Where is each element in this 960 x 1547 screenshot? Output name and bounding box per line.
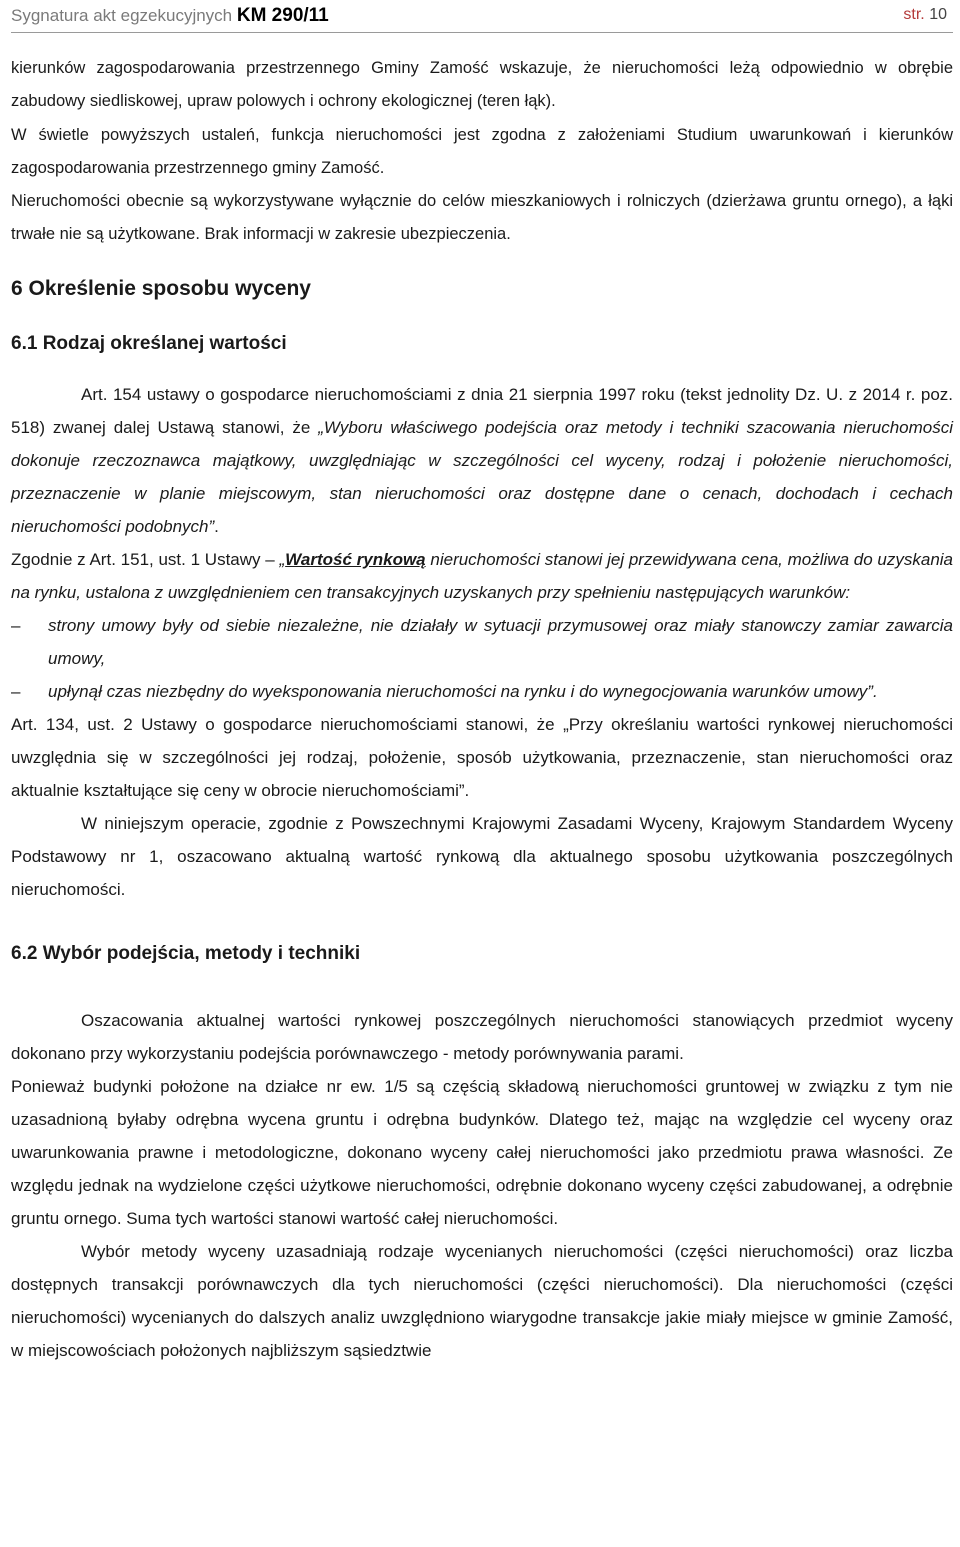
dash-bullet: – [11, 615, 21, 635]
dash-bullet: – [11, 681, 21, 701]
art-151-intro: Zgodnie z Art. 151, ust. 1 Ustawy – [11, 549, 280, 569]
section-heading-6: 6 Określenie sposobu wyceny [11, 276, 311, 300]
paragraph-current-use: Nieruchomości obecnie są wykorzystywane wyłącznie do celów mieszkaniowych i rolniczych (dzierżawa gruntu ornego), a łąki trwałe nie są użytkowane. Brak informacji w zakresie ubezpieczenia. [11, 192, 953, 244]
section-heading-6-2: 6.2 Wybór podejścia, metody i techniki [11, 942, 361, 964]
paragraph-study-compliance: W świetle powyższych ustaleń, funkcja nieruchomości jest zgodna z założeniami Studium uwarunkowań i kierunków zagospodarowania przestrzennego gminy Zamość. [11, 125, 953, 177]
art-151-open-quote: „ [279, 549, 286, 569]
header-label: Sygnatura akt egzekucyjnych [11, 6, 233, 25]
page-label: str. [903, 6, 925, 23]
paragraph-land-use: kierunków zagospodarowania przestrzennego Gminy Zamość wskazuje, że nieruchomości leżą odpowiednio w obrębie zabudowy siedliskowej, upraw polowych i ochrony ekologicznej (teren łąk). [11, 59, 953, 111]
art-154-intro: Art. 154 ustawy o gospodarce nieruchomościami z dnia 21 sierpnia 1997 roku (tekst jednolity Dz. U. z 2014 r. poz. 518) zwanej dalej Ustawą stanowi, że [11, 384, 953, 437]
paragraph-approach: Oszacowania aktualnej wartości rynkowej poszczególnych nieruchomości stanowiących przedmiot wyceny dokonano przy wykorzystaniu podejścia porównawczego - metody porównywania parami. [11, 1010, 953, 1063]
paragraph-art-134: Art. 134, ust. 2 Ustawy o gospodarce nieruchomościami stanowi, że „Przy określaniu wartości rynkowej nieruchomości uwzględnia się w szczególności jej rodzaj, położenie, sposób użytkowania, przeznaczenie, stan nieruchomości oraz aktualnie kształtujące się ceny w obrocie nieruchomościami”. [11, 714, 953, 800]
page-number: 10 [929, 6, 947, 23]
header-title [11, 5, 329, 27]
section-heading-6-1: 6.1 Rodzaj określanej wartości [11, 332, 287, 354]
paragraph-method-choice: Wybór metody wyceny uzasadniają rodzaje wycenianych nieruchomości (części nieruchomości) oraz liczba dostępnych transakcji porównawczych dla tych nieruchomości (części nieruchomości). Dla nieruchomości (części nieruchomości) wycenianych do dalszych analiz uwzględniono wiarygodne transakcje jakie miały miejsce w gminie Zamość, w miejscowościach położonych najbliższym sąsiedztwie [11, 1241, 953, 1360]
art-151-quote: nieruchomości stanowi jej przewidywana cena, możliwa do uzyskania na rynku, ustalona z uwzględnieniem cen transakcyjnych uzyskanych przy spełnieniu następujących warunków: [11, 549, 954, 602]
paragraph-buildings: Ponieważ budynki położone na działce nr ew. 1/5 są częścią składową nieruchomości gruntowej w związku z tym nie uzasadnioną byłaby odrębna wycena gruntu i odrębna budynków. Dlatego też, mając na względzie cel wyceny oraz uwarunkowania prawne i metodologiczne, dokonano wyceny całej nieruchomości jako przedmiotu prawa własności. Ze względu jednak na wydzielone części użytkowe nieruchomości, odrębnie dokonano wyceny części zabudowanej, a odrębnie gruntu ornego. Suma tych wartości stanowi wartość całej nieruchomości. [11, 1076, 953, 1228]
document-body [11, 52, 953, 1367]
page-header [11, 2, 953, 33]
art-151-term: Wartość rynkową [285, 549, 426, 569]
paragraph-valuation-standards: W niniejszym operacie, zgodnie z Powszechnymi Krajowymi Zasadami Wyceny, Krajowym Standardem Wyceny Podstawowy nr 1, oszacowano aktualną wartość rynkową dla aktualnego sposobu użytkowania poszczególnych nieruchomości. [11, 813, 953, 899]
paragraph-art-154 [11, 378, 953, 543]
list-item: – upłynął czas niezbędny do wyeksponowania nieruchomości na rynku i do wynegocjowania warunków umowy”. [11, 675, 953, 708]
conditions-list [11, 609, 953, 708]
art-154-end: . [214, 516, 219, 536]
paragraph-art-151 [11, 543, 953, 609]
art-154-quote: „Wyboru właściwego podejścia oraz metody i techniki szacowania nieruchomości dokonuje rzeczoznawca majątkowy, uwzględniając w szczególności cel wyceny, rodzaj i położenie nieruchomości, przeznaczenie w planie miejscowym, stan nieruchomości oraz dostępne dane o cenach, dochodach i cechach nieruchomości podobnych” [11, 417, 954, 536]
header-page-number [903, 6, 947, 24]
case-signature: KM 290/11 [236, 5, 329, 26]
list-item: – strony umowy były od siebie niezależne, nie działały w sytuacji przymusowej oraz miały stanowczy zamiar zawarcia umowy, [11, 609, 953, 675]
